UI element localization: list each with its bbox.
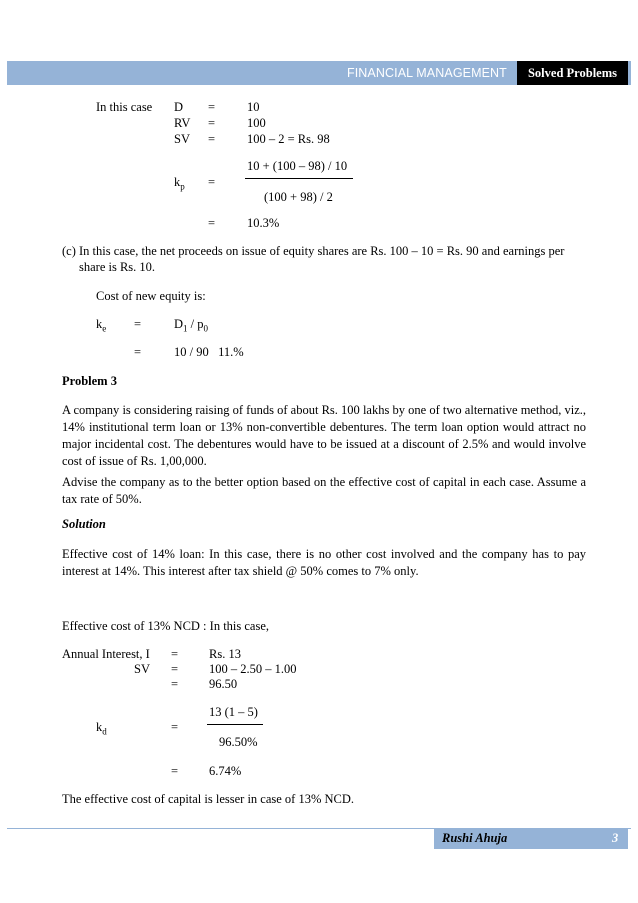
- rv-eq: =: [208, 116, 216, 130]
- kd-result: 6.74%: [209, 764, 242, 778]
- kd-denominator: 96.50%: [219, 735, 258, 749]
- kd-symbol: $k_d$: [96, 720, 107, 737]
- interest-eq: =: [171, 647, 179, 661]
- solution-para-1: Effective cost of 14% loan: In this case, there is no other cost involved and the company has to pay interest at 14%. This interest after tax shield @ 50% comes to 7% only.: [62, 547, 586, 578]
- d-eq: =: [208, 100, 216, 114]
- conclusion: The effective cost of capital is lesser in case of 13% NCD.: [62, 792, 355, 806]
- ke-result-eq: =: [134, 345, 142, 359]
- ke-symbol: $k_e$: [96, 317, 107, 334]
- problem-heading: Problem 3: [62, 374, 117, 388]
- header-title: FINANCIAL MANAGEMENT: [347, 66, 507, 80]
- rv-value: 100: [247, 116, 266, 130]
- problem-para-1: A company is considering raising of funds of about Rs. 100 lakhs by one of two alternative method, viz., 14% institutional term loan or 13% non-convertible debentures. The term loan option would attract no major incidental cost. The debentures would have to be issued at a discount of 2.5% and would involve cost of issue of Rs. 1,00,000.: [62, 403, 586, 468]
- kd-numerator: 13 (1 – 5): [209, 705, 258, 719]
- kp-numerator: 10 + (100 – 98) / 10: [247, 159, 348, 173]
- footer-author: Rushi Ahuja: [442, 831, 508, 845]
- ke-eq: =: [134, 317, 142, 331]
- header-tag: Solved Problems: [517, 61, 628, 85]
- kd-result-eq: =: [171, 764, 179, 778]
- ncd-sv-result-eq: =: [171, 677, 179, 691]
- ke-expression: $D_1 / p_0$: [174, 317, 209, 334]
- interest-label: Annual Interest, I: [62, 647, 150, 661]
- ke-result: 10 / 90 11.%: [174, 345, 244, 359]
- interest-value: Rs. 13: [209, 647, 241, 661]
- part-c-line2: share is Rs. 10.: [79, 260, 156, 274]
- case-intro: In this case: [96, 100, 153, 114]
- ncd-sv-result: 96.50: [209, 677, 238, 691]
- cost-new-equity-label: Cost of new equity is:: [96, 289, 206, 303]
- sv-value: 100 – 2 = Rs. 98: [247, 132, 330, 146]
- kp-result-eq: =: [208, 216, 216, 230]
- kp-symbol: $k_p$: [174, 175, 185, 192]
- ncd-sv-eq: =: [171, 662, 179, 676]
- kd-fraction-bar: [207, 724, 263, 725]
- rv-label: RV: [174, 116, 191, 130]
- ncd-sv-value: 100 – 2.50 – 1.00: [209, 662, 297, 676]
- kd-eq: =: [171, 720, 179, 734]
- page-number: 3: [612, 831, 619, 845]
- kp-eq: =: [208, 175, 216, 189]
- kp-result: 10.3%: [247, 216, 280, 230]
- ncd-sv-label: SV: [134, 662, 150, 676]
- problem-para-2: Advise the company as to the better option based on the effective cost of capital in each case. Assume a tax rate of 50%.: [62, 475, 586, 506]
- d-label: D: [174, 100, 184, 114]
- kp-fraction-bar: [245, 178, 353, 179]
- solution-heading: Solution: [62, 517, 106, 531]
- ncd-intro: Effective cost of 13% NCD : In this case,: [62, 619, 270, 633]
- d-value: 10: [247, 100, 260, 114]
- part-c-line1: (c) In this case, the net proceeds on issue of equity shares are Rs. 100 – 10 = Rs. 90 and earnings per: [62, 244, 565, 258]
- kp-denominator: (100 + 98) / 2: [264, 190, 333, 204]
- sv-eq: =: [208, 132, 216, 146]
- sv-label: SV: [174, 132, 190, 146]
